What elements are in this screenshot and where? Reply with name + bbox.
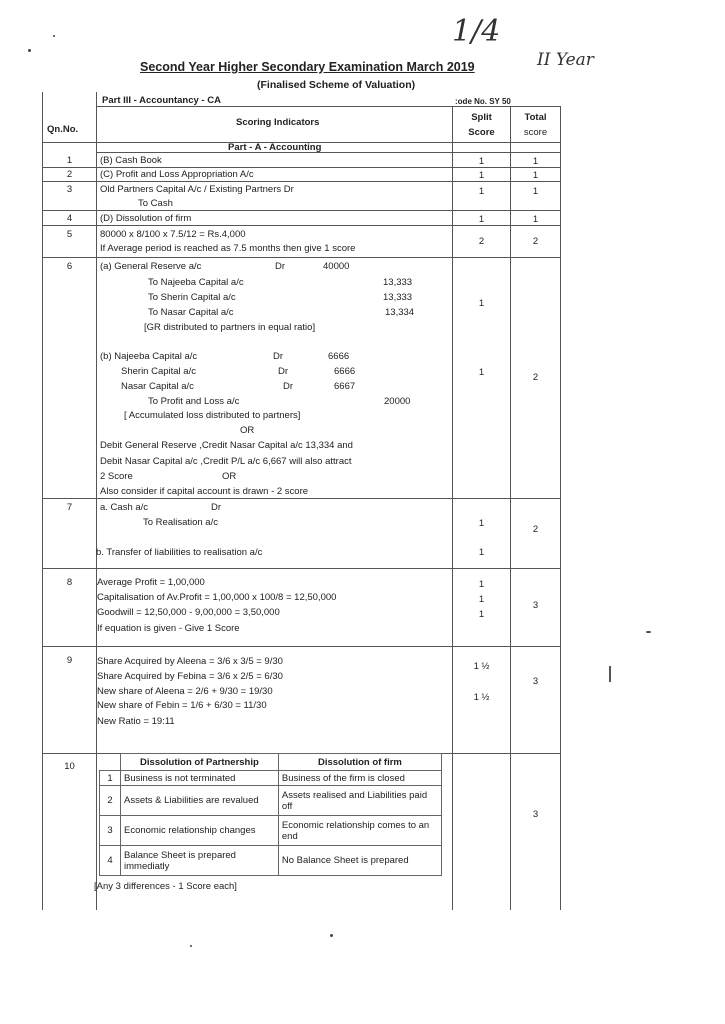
- column-header-split: Split: [471, 112, 492, 123]
- split-score: 1: [478, 609, 485, 620]
- table-corner: [100, 754, 121, 771]
- column-header-firm: Dissolution of firm: [278, 754, 441, 771]
- partnership-cell: Business is not terminated: [121, 771, 279, 786]
- journal-amount: 6667: [334, 381, 356, 392]
- row-line: [42, 257, 561, 258]
- answer-text: Share Acquired by Febina = 3/6 x 2/5 = 6/30: [97, 671, 283, 682]
- total-score: 3: [532, 809, 539, 820]
- firm-cell: Economic relationship comes to an end: [278, 816, 441, 846]
- column-divider-split: [452, 106, 453, 910]
- question-number: 10: [64, 761, 75, 772]
- split-score: 1 ½: [473, 692, 490, 703]
- split-score: 1: [478, 298, 485, 309]
- journal-entry: To Najeeba Capital a/c: [148, 277, 244, 288]
- total-score: 1: [532, 214, 539, 225]
- column-header-total: Total: [524, 112, 547, 123]
- journal-amount: 13,333: [383, 277, 413, 288]
- answer-text: If equation is given - Give 1 Score: [97, 623, 240, 634]
- answer-text: (D) Dissolution of firm: [100, 213, 192, 224]
- row-line: [42, 210, 561, 211]
- answer-text: Capitalisation of Av.Profit = 1,00,000 x 100/8 = 12,50,000: [97, 592, 337, 603]
- journal-entry: (b) Najeeba Capital a/c: [100, 351, 198, 362]
- question-number: 5: [66, 229, 73, 240]
- row-number: 1: [100, 771, 121, 786]
- split-score: 1: [478, 214, 485, 225]
- split-score: 2: [478, 236, 485, 247]
- answer-text: b. Transfer of liabilities to realisation a/c: [96, 547, 263, 558]
- total-score: 1: [532, 156, 539, 167]
- answer-text: Goodwill = 12,50,000 - 9,00,000 = 3,50,000: [97, 607, 280, 618]
- firm-cell: Business of the firm is closed: [278, 771, 441, 786]
- row-number: 2: [100, 786, 121, 816]
- firm-cell: Assets realised and Liabilities paid off: [278, 786, 441, 816]
- table-header-row: [100, 754, 442, 771]
- handwritten-page-mark: 1/4: [452, 14, 501, 49]
- journal-entry: To Profit and Loss a/c: [148, 396, 240, 407]
- document-title: Second Year Higher Secondary Examination March 2019: [140, 60, 475, 74]
- journal-amount: 40000: [323, 261, 350, 272]
- answer-text: New Ratio = 19:11: [97, 716, 175, 727]
- scan-speck: [53, 35, 55, 37]
- scan-speck: [190, 945, 192, 947]
- question-number: 4: [66, 213, 73, 224]
- column-divider-total: [510, 106, 511, 910]
- answer-text: 2 Score: [100, 471, 133, 482]
- split-score: 1: [478, 579, 485, 590]
- total-score: 3: [532, 600, 539, 611]
- row-number: 4: [100, 846, 121, 876]
- answer-text: New share of Febin = 1/6 + 6/30 = 11/30: [97, 700, 267, 711]
- journal-dr: Dr: [275, 261, 286, 272]
- question-number: 3: [66, 184, 73, 195]
- scan-speck: [28, 49, 31, 52]
- split-score: 1: [478, 156, 485, 167]
- split-score: 1: [478, 186, 485, 197]
- answer-text: To Cash: [138, 198, 173, 209]
- table-row: [100, 786, 442, 816]
- journal-entry: (a) General Reserve a/c: [100, 261, 202, 272]
- journal-dr: Dr: [283, 381, 294, 392]
- answer-text: New share of Aleena = 2/6 + 9/30 = 19/30: [97, 686, 273, 697]
- difference-table: [99, 753, 442, 876]
- split-score: 1: [478, 547, 485, 558]
- question-number: 1: [66, 155, 73, 166]
- or-text: OR: [222, 471, 237, 482]
- journal-entry: To Realisation a/c: [143, 517, 218, 528]
- answer-note: [Any 3 differences - 1 Score each]: [94, 881, 237, 892]
- total-score: 1: [532, 170, 539, 181]
- scan-speck: [646, 631, 651, 633]
- journal-amount: 13,334: [385, 307, 415, 318]
- question-number: 8: [66, 577, 73, 588]
- journal-entry: Sherin Capital a/c: [121, 366, 196, 377]
- answer-text: If Average period is reached as 7.5 months then give 1 score: [100, 243, 356, 254]
- question-number: 6: [66, 261, 73, 272]
- document-subtitle: (Finalised Scheme of Valuation): [257, 79, 416, 91]
- code-number: :ode No. SY 50: [455, 97, 511, 106]
- column-header-qno: Qn.No.: [47, 124, 79, 135]
- partnership-cell: Economic relationship changes: [121, 816, 279, 846]
- journal-dr: Dr: [273, 351, 284, 362]
- row-line: [42, 225, 561, 226]
- answer-text: (C) Profit and Loss Appropriation A/c: [100, 169, 254, 180]
- column-header-split-2: Score: [468, 127, 495, 138]
- answer-text: Debit Nasar Capital a/c ,Credit P/L a/c 6,667 will also attract: [100, 456, 352, 467]
- column-header-total-2: score: [523, 127, 548, 138]
- scan-speck: [330, 934, 333, 937]
- answer-text: 80000 x 8/100 x 7.5/12 = Rs.4,000: [100, 229, 246, 240]
- scan-mark: [609, 666, 611, 682]
- split-score: 1: [478, 518, 485, 529]
- journal-entry: To Sherin Capital a/c: [148, 292, 236, 303]
- row-line: [96, 152, 561, 153]
- question-number: 2: [66, 169, 73, 180]
- journal-note: [ Accumulated loss distributed to partners]: [124, 410, 301, 421]
- column-header-partnership: Dissolution of Partnership: [121, 754, 279, 771]
- row-line: [42, 498, 561, 499]
- table-border-right: [560, 106, 561, 910]
- part-label: Part III - Accountancy - CA: [102, 95, 221, 106]
- journal-entry: To Nasar Capital a/c: [148, 307, 234, 318]
- question-number: 9: [66, 655, 73, 666]
- journal-amount: 6666: [334, 366, 356, 377]
- row-line: [42, 167, 561, 168]
- total-score: 3: [532, 676, 539, 687]
- row-line: [42, 181, 561, 182]
- answer-text: Also consider if capital account is drawn - 2 score: [100, 486, 309, 497]
- column-divider-qno: [96, 92, 97, 910]
- journal-amount: 13,333: [383, 292, 413, 303]
- total-score: 2: [532, 236, 539, 247]
- journal-entry: a. Cash a/c: [100, 502, 149, 513]
- question-number: 7: [66, 502, 73, 513]
- split-score: 1: [478, 594, 485, 605]
- journal-dr: Dr: [278, 366, 289, 377]
- journal-amount: 20000: [384, 396, 411, 407]
- split-score: 1: [478, 170, 485, 181]
- total-score: 2: [532, 524, 539, 535]
- row-line: [42, 568, 561, 569]
- journal-entry: Nasar Capital a/c: [121, 381, 194, 392]
- table-row: [100, 816, 442, 846]
- split-score: 1: [478, 367, 485, 378]
- split-score: 1 ½: [473, 661, 490, 672]
- partnership-cell: Assets & Liabilities are revalued: [121, 786, 279, 816]
- answer-text: Old Partners Capital A/c / Existing Partners Dr: [100, 184, 294, 195]
- answer-text: (B) Cash Book: [100, 155, 162, 166]
- answer-text: Share Acquired by Aleena = 3/6 x 3/5 = 9/30: [97, 656, 283, 667]
- row-number: 3: [100, 816, 121, 846]
- handwritten-year-note: II Year: [537, 50, 594, 70]
- total-score: 2: [532, 372, 539, 383]
- journal-note: [GR distributed to partners in equal ratio]: [144, 322, 316, 333]
- partnership-cell: Balance Sheet is prepared immediatly: [121, 846, 279, 876]
- table-row: [100, 846, 442, 876]
- journal-amount: 6666: [328, 351, 350, 362]
- row-line: [42, 646, 561, 647]
- answer-text: Average Profit = 1,00,000: [97, 577, 205, 588]
- answer-text: Debit General Reserve ,Credit Nasar Capital a/c 13,334 and: [100, 440, 353, 451]
- journal-dr: Dr: [211, 502, 222, 513]
- table-row: [100, 771, 442, 786]
- total-score: 1: [532, 186, 539, 197]
- section-heading: Part - A - Accounting: [228, 142, 322, 153]
- or-text: OR: [240, 425, 255, 436]
- column-header-indicators: Scoring Indicators: [236, 117, 320, 128]
- firm-cell: No Balance Sheet is prepared: [278, 846, 441, 876]
